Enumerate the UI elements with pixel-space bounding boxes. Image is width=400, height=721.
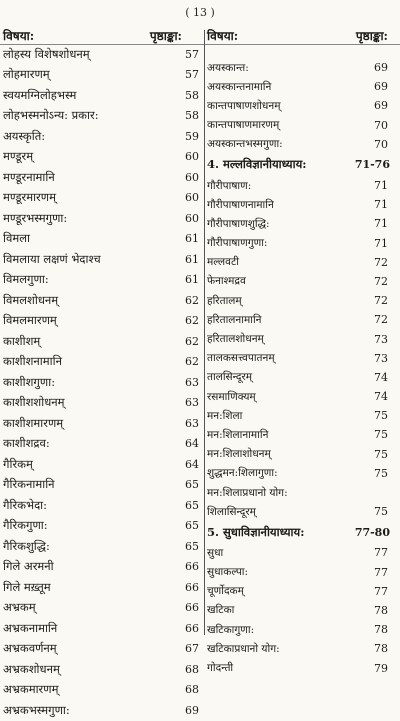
index-row xyxy=(0,208,204,229)
entry-page: 64 xyxy=(185,457,199,471)
entry-title: 5. सुधाविज्ञानीयाध्याय: xyxy=(207,524,305,539)
index-row xyxy=(0,577,204,598)
entry-title: अयस्कान्त: xyxy=(207,61,249,74)
entry-title: विमलशोधनम् xyxy=(3,292,59,307)
entry-title: अभ्रकनामानि xyxy=(3,620,58,635)
entry-page: 77-80 xyxy=(354,525,390,539)
entry-page: 66 xyxy=(185,621,199,635)
index-row xyxy=(205,253,400,272)
entry-title: काशीशम् xyxy=(3,333,41,348)
index-row xyxy=(0,290,204,311)
index-row xyxy=(205,387,400,406)
index-row xyxy=(0,126,204,147)
index-row xyxy=(205,563,400,582)
entry-title: गौरीपाषाणनामानि xyxy=(207,198,274,211)
index-row xyxy=(205,445,400,464)
entry-page: 72 xyxy=(374,313,388,327)
entry-title: अभ्रकमारणम् xyxy=(3,682,59,697)
index-row xyxy=(205,214,400,233)
index-row xyxy=(0,106,204,127)
entry-page: 73 xyxy=(374,332,388,346)
entry-title: विमलगुणा: xyxy=(3,272,49,287)
entry-page: 78 xyxy=(374,623,388,637)
entry-title: शुद्धमन:शिलागुणा: xyxy=(207,467,278,480)
index-row xyxy=(205,639,400,658)
entry-page: 71 xyxy=(374,217,388,231)
entry-page: 62 xyxy=(185,355,199,369)
index-row xyxy=(0,475,204,496)
index-row xyxy=(0,413,204,434)
entry-page: 67 xyxy=(185,642,199,656)
entry-page: 77 xyxy=(374,546,388,560)
entry-page: 77 xyxy=(374,565,388,579)
entry-page: 62 xyxy=(185,293,199,307)
entry-title: मण्डूरम् xyxy=(3,149,34,164)
index-row xyxy=(205,658,400,677)
entry-page: 61 xyxy=(185,232,199,246)
entry-title: खटिकाप्रधानो योग: xyxy=(207,642,280,655)
entry-page: 69 xyxy=(374,80,388,94)
entry-title: अयस्कान्तनामानि xyxy=(207,80,272,93)
entry-page: 65 xyxy=(185,519,199,533)
index-row xyxy=(0,598,204,619)
entry-title: गैरिकशुद्धि: xyxy=(3,538,50,553)
entry-title: मण्डूरमारणम् xyxy=(3,190,56,205)
entry-title: हरितालनामानि xyxy=(207,313,262,326)
entry-title: लोहमारणम् xyxy=(3,67,50,82)
entry-title: अभ्रकवर्णनम् xyxy=(3,641,57,656)
page-heading: पृष्ठाङ्का: xyxy=(355,29,388,43)
entry-title: विमलमारणम् xyxy=(3,313,57,328)
entry-page: 60 xyxy=(185,150,199,164)
index-row xyxy=(205,272,400,291)
entry-title: मन:शिला xyxy=(207,409,243,422)
entry-title: अयस्कान्तभस्मगुणा: xyxy=(207,138,283,151)
entry-page: 79 xyxy=(374,661,388,675)
entry-title: काशीशनामानि xyxy=(3,354,63,369)
page-number: ( 13 ) xyxy=(185,6,215,19)
index-row xyxy=(0,680,204,701)
entry-title: काशीशगुणा: xyxy=(3,374,56,389)
entry-title: रसमाणिक्यम् xyxy=(207,390,256,403)
index-row xyxy=(0,167,204,188)
entry-page: 62 xyxy=(185,334,199,348)
entry-page: 65 xyxy=(185,498,199,512)
entry-title: शिलासिन्दूरम् xyxy=(207,505,256,518)
entry-title: हरितालम् xyxy=(207,294,242,307)
index-row xyxy=(0,454,204,475)
entry-page: 61 xyxy=(185,273,199,287)
entry-page: 75 xyxy=(374,447,388,461)
subject-heading: विषया: xyxy=(207,29,239,43)
entry-page: 75 xyxy=(374,428,388,442)
entry-page: 78 xyxy=(374,642,388,656)
index-row xyxy=(205,58,400,77)
entry-title: मन:शिलाशोधनम् xyxy=(207,448,271,461)
section-heading-row xyxy=(205,521,400,543)
entry-page: 58 xyxy=(185,109,199,123)
section-heading-row xyxy=(205,154,400,176)
entry-page: 63 xyxy=(185,416,199,430)
entry-title: मण्डूरनामानि xyxy=(3,169,55,184)
index-row xyxy=(205,368,400,387)
entry-title: गैरिकगुणा: xyxy=(3,518,48,533)
entry-page: 72 xyxy=(374,294,388,308)
entry-page: 71 xyxy=(374,198,388,212)
entry-title: तालकसत्त्वपातनम् xyxy=(207,352,275,365)
index-row xyxy=(0,331,204,352)
index-row xyxy=(0,352,204,373)
entry-title: गौरीपाषाण: xyxy=(207,179,252,192)
index-row xyxy=(0,270,204,291)
index-row xyxy=(205,234,400,253)
entry-page: 64 xyxy=(185,437,199,451)
index-row xyxy=(0,372,204,393)
page-heading: पृष्ठाङ्का: xyxy=(149,29,182,43)
index-row xyxy=(205,349,400,368)
entry-title: गोदन्ती xyxy=(207,662,234,675)
index-row xyxy=(0,311,204,332)
entry-page: 65 xyxy=(185,539,199,553)
index-row xyxy=(205,77,400,96)
entry-title: गिले मख़्तूम xyxy=(3,579,51,594)
entry-page: 75 xyxy=(374,505,388,519)
entry-page: 63 xyxy=(185,396,199,410)
index-row xyxy=(205,502,400,521)
index-row xyxy=(0,44,204,65)
entry-title: कान्तपाषाणमारणम् xyxy=(207,119,280,132)
entry-title: खटिकागुणा: xyxy=(207,623,255,636)
entry-page: 63 xyxy=(185,375,199,389)
entry-page: 75 xyxy=(374,466,388,480)
entry-page: 68 xyxy=(185,662,199,676)
index-row xyxy=(205,620,400,639)
entry-page: 68 xyxy=(185,683,199,697)
entry-title: गैरिकनामानि xyxy=(3,477,55,492)
entry-title: अयस्कृति: xyxy=(3,128,46,143)
index-row xyxy=(205,310,400,329)
index-row xyxy=(205,425,400,444)
index-row xyxy=(0,618,204,639)
index-row xyxy=(205,406,400,425)
entry-title: खटिका xyxy=(207,604,235,617)
entry-title: गिले अरमनी xyxy=(3,559,54,574)
index-row xyxy=(205,176,400,195)
entry-title: गौरीपाषाणगुणा: xyxy=(207,237,268,250)
index-row xyxy=(0,495,204,516)
entry-page: 60 xyxy=(185,170,199,184)
entry-page: 71-76 xyxy=(354,158,390,172)
index-row xyxy=(205,195,400,214)
entry-title: लोहस्य विशेषशोधनम् xyxy=(3,46,90,61)
index-row xyxy=(0,659,204,680)
index-row xyxy=(205,601,400,620)
index-row xyxy=(205,543,400,562)
index-row xyxy=(205,329,400,348)
entry-title: तालसिन्दूरम् xyxy=(207,371,253,384)
entry-title: विमलाया लक्षणं भेदाश्च xyxy=(3,251,101,266)
entry-page: 66 xyxy=(185,580,199,594)
entry-title: अभ्रकशोधनम् xyxy=(3,661,60,676)
index-row xyxy=(0,65,204,86)
entry-page: 66 xyxy=(185,560,199,574)
index-row xyxy=(0,249,204,270)
entry-page: 71 xyxy=(374,236,388,250)
index-row xyxy=(0,85,204,106)
entry-title: सुधाकल्पा: xyxy=(207,566,249,579)
entry-title: हरितालशोधनम् xyxy=(207,333,264,346)
index-row xyxy=(0,536,204,557)
index-row xyxy=(0,700,204,721)
entry-title: लोहभस्मनोऽन्य: प्रकार: xyxy=(3,108,99,123)
entry-title: काशीशमारणम् xyxy=(3,415,64,430)
entry-title: मण्डूरभस्मगुणा: xyxy=(3,210,68,225)
entry-title: मन:शिलानामानि xyxy=(207,428,269,441)
entry-title: अभ्रकभस्मगुणा: xyxy=(3,702,70,717)
entry-page: 71 xyxy=(374,179,388,193)
entry-page: 61 xyxy=(185,252,199,266)
entry-page: 74 xyxy=(374,390,388,404)
index-row xyxy=(205,96,400,115)
index-row xyxy=(0,639,204,660)
entry-title: स्वयमग्निलोहभस्म xyxy=(3,87,77,102)
index-row xyxy=(205,291,400,310)
entry-page: 62 xyxy=(185,314,199,328)
entry-title: चूर्णोदकम् xyxy=(207,585,244,598)
left-column-header xyxy=(0,22,204,44)
index-row xyxy=(0,516,204,537)
index-row xyxy=(0,557,204,578)
index-row xyxy=(0,393,204,414)
entry-title: गैरिकम् xyxy=(3,456,33,471)
index-row xyxy=(205,464,400,483)
row-spacer xyxy=(205,44,400,58)
entry-page: 69 xyxy=(374,99,388,113)
entry-title: मन:शिलाप्रधानो योग: xyxy=(207,486,288,499)
left-row-list xyxy=(0,44,204,721)
index-row xyxy=(0,147,204,168)
entry-title: सुधा xyxy=(207,546,224,559)
left-index-column xyxy=(0,22,204,721)
subject-heading: विषया: xyxy=(3,29,35,43)
entry-page: 74 xyxy=(374,370,388,384)
entry-title: विमला xyxy=(3,231,31,246)
entry-page: 60 xyxy=(185,191,199,205)
entry-title: गौरीपाषाणशुद्धि: xyxy=(207,217,270,230)
entry-page: 57 xyxy=(185,47,199,61)
entry-page: 70 xyxy=(374,118,388,132)
index-row xyxy=(205,582,400,601)
index-row xyxy=(205,483,400,502)
index-row xyxy=(0,188,204,209)
right-index-column xyxy=(205,22,400,678)
entry-page: 60 xyxy=(185,211,199,225)
entry-title: 4. मल्लविज्ञानीयाध्याय: xyxy=(207,157,307,172)
entry-page: 69 xyxy=(374,61,388,75)
entry-title: काशीशद्रव: xyxy=(3,436,50,451)
entry-page: 65 xyxy=(185,478,199,492)
entry-title: गैरिकभेदा: xyxy=(3,497,48,512)
entry-page: 72 xyxy=(374,274,388,288)
entry-title: काशीशशोधनम् xyxy=(3,395,65,410)
entry-page: 77 xyxy=(374,584,388,598)
entry-page: 75 xyxy=(374,409,388,423)
entry-title: कान्तपाषाणशोधनम् xyxy=(207,99,281,112)
entry-page: 72 xyxy=(374,255,388,269)
entry-page: 69 xyxy=(185,703,199,717)
entry-page: 58 xyxy=(185,88,199,102)
entry-title: फेनाश्मद्रव xyxy=(207,275,246,288)
entry-page: 78 xyxy=(374,603,388,617)
index-row xyxy=(205,135,400,154)
entry-title: अभ्रकम् xyxy=(3,600,36,615)
index-row xyxy=(0,434,204,455)
index-row xyxy=(205,116,400,135)
entry-page: 70 xyxy=(374,137,388,151)
entry-page: 73 xyxy=(374,351,388,365)
right-column-header xyxy=(205,22,400,44)
entry-page: 57 xyxy=(185,68,199,82)
right-row-list xyxy=(205,44,400,678)
entry-page: 59 xyxy=(185,129,199,143)
entry-title: मल्लवटी xyxy=(207,256,239,269)
index-row xyxy=(0,229,204,250)
entry-page: 66 xyxy=(185,601,199,615)
